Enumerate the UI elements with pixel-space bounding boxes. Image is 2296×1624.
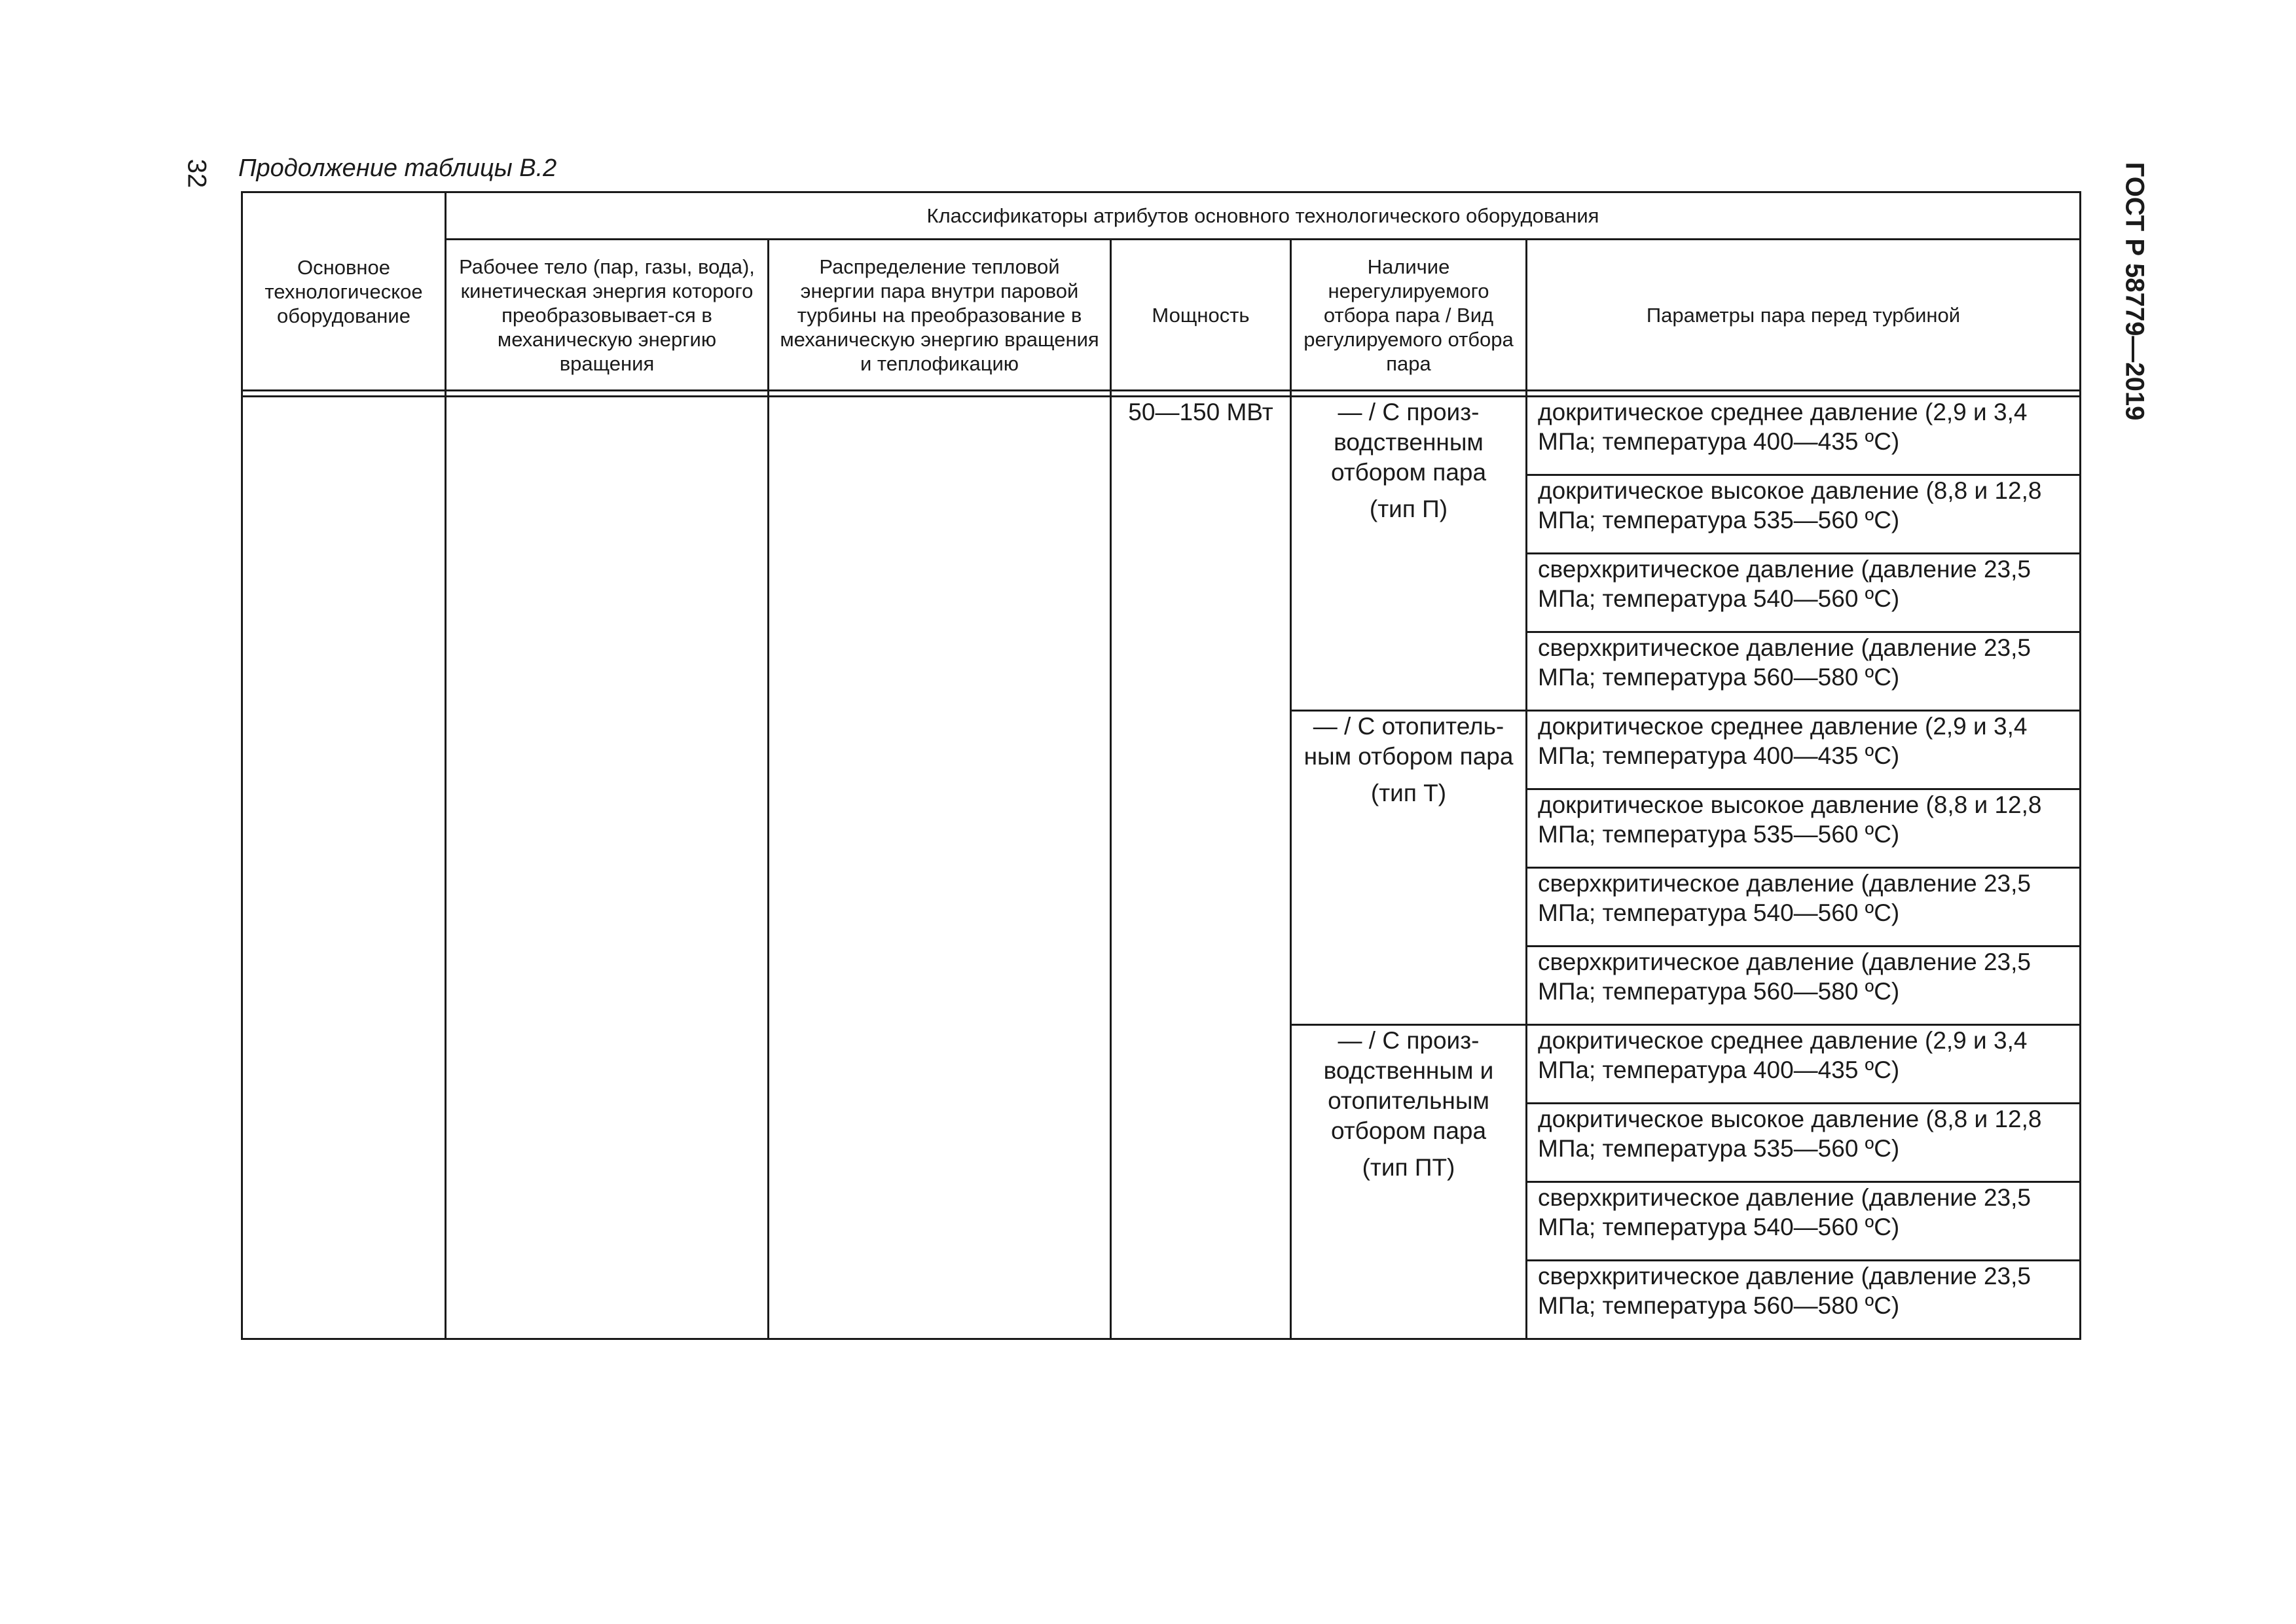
page-number: 32 [182,158,211,189]
extraction-cell [1291,397,1527,711]
table-row [242,397,2081,475]
steam-parameter: сверхкритическое давление (давление 23,5 МПа; температура 560—580 ºС) [1527,947,2081,1025]
power-cell: 50—150 МВт [1111,397,1291,1339]
steam-parameter: докритическое высокое давление (8,8 и 12,8 МПа; температура 535—560 ºС) [1527,789,2081,868]
equipment-cell [242,397,446,1339]
header-equipment: Основное технологическое оборудование [242,192,446,391]
header-working-body: Рабочее тело (пар, газы, вода), кинетическая энергия которого преобразовывает-ся в механическую энергию вращения [446,240,769,391]
steam-parameter: докритическое среднее давление (2,9 и 3,4 МПа; температура 400—435 ºС) [1527,1025,2081,1104]
header-parameters: Параметры пара перед турбиной [1527,240,2081,391]
extraction-type: (тип П) [1369,496,1448,522]
steam-parameter: сверхкритическое давление (давление 23,5 МПа; температура 540—560 ºС) [1527,868,2081,947]
steam-parameter: сверхкритическое давление (давление 23,5 МПа; температура 540—560 ºС) [1527,1182,2081,1261]
extraction-cell [1291,711,1527,1025]
header-extraction: Наличие нерегулируемого отбора пара / Вид регулируемого отбора пара [1291,240,1527,391]
steam-parameter: докритическое высокое давление (8,8 и 12,8 МПа; температура 535—560 ºС) [1527,1104,2081,1182]
steam-parameter: докритическое высокое давление (8,8 и 12,8 МПа; температура 535—560 ºС) [1527,475,2081,554]
steam-parameter: сверхкритическое давление (давление 23,5 МПа; температура 560—580 ºС) [1527,632,2081,711]
header-power: Мощность [1111,240,1291,391]
working-body-cell [446,397,769,1339]
steam-parameter: сверхкритическое давление (давление 23,5 МПа; температура 560—580 ºС) [1527,1261,2081,1339]
header-group-title: Классификаторы атрибутов основного технологического оборудования [446,192,2081,240]
extraction-type: (тип ПТ) [1362,1154,1455,1181]
steam-parameter: докритическое среднее давление (2,9 и 3,4 МПа; температура 400—435 ºС) [1527,711,2081,789]
header-separator [242,391,2081,397]
header-distribution: Распределение тепловой энергии пара внутри паровой турбины на преобразование в механическую энергию вращения и теплофикацию [769,240,1111,391]
extraction-label: — / С произ-водственным отбором пара [1330,399,1487,486]
steam-parameter: докритическое среднее давление (2,9 и 3,4 МПа; температура 400—435 ºС) [1527,397,2081,475]
extraction-type: (тип Т) [1370,780,1447,806]
extraction-label: — / С отопитель-ным отбором пара [1303,713,1514,770]
classifier-table [241,191,2081,1340]
document-code: ГОСТ Р 58779—2019 [2120,162,2149,421]
table-caption: Продолжение таблицы В.2 [238,154,557,182]
extraction-cell [1291,1025,1527,1339]
extraction-label: — / С произ-водственным и отопительным отбором пара [1323,1027,1494,1144]
distribution-cell [769,397,1111,1339]
steam-parameter: сверхкритическое давление (давление 23,5 МПа; температура 540—560 ºС) [1527,554,2081,632]
